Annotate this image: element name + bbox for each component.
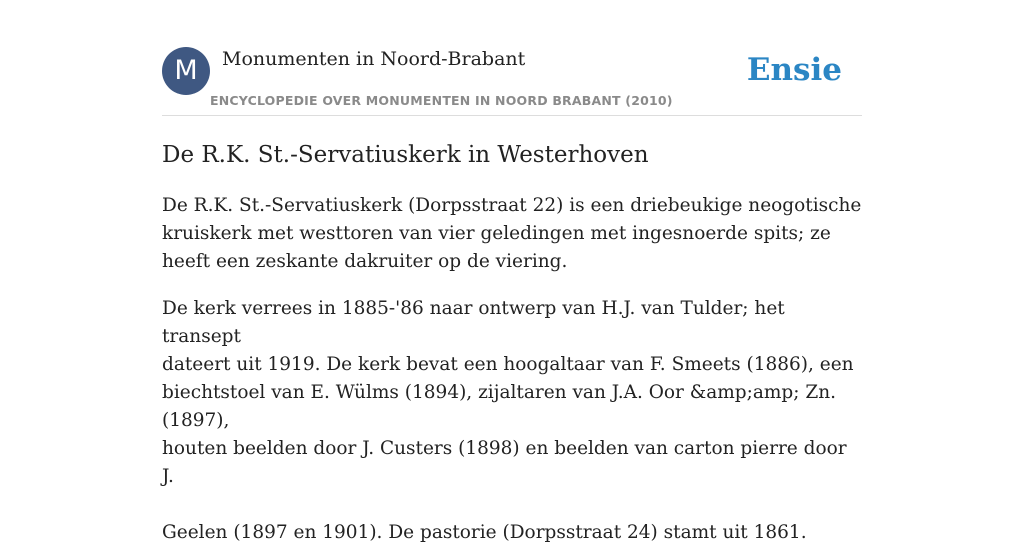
paragraph-2-line-4: houten beelden door J. Custers (1898) en beelden van carton pierre door J. (162, 438, 847, 487)
article-title: De R.K. St.-Servatiuskerk in Westerhoven (162, 142, 649, 168)
article-paragraph-2 (162, 295, 862, 547)
paragraph-2-line-1: De kerk verrees in 1885-'86 naar ontwerp van H.J. van Tulder; het transept (162, 298, 785, 347)
paragraph-2-line-3: biechtstoel van E. Wülms (1894), zijaltaren van J.A. Oor &amp;amp; Zn. (1897), (162, 382, 837, 431)
article (162, 140, 862, 547)
source-avatar[interactable]: M (162, 47, 210, 95)
paragraph-2-line-6: Geelen (1897 en 1901). De pastorie (Dorpsstraat 24) stamt uit 1861. (162, 522, 807, 543)
source-title-link[interactable]: Monumenten in Noord-Brabant (222, 48, 526, 70)
source-header (162, 46, 862, 116)
source-subtitle: ENCYCLOPEDIE OVER MONUMENTEN IN NOORD BRABANT (2010) (210, 93, 673, 108)
paragraph-2-line-2: dateert uit 1919. De kerk bevat een hoogaltaar van F. Smeets (1886), een (162, 354, 854, 375)
article-paragraph-1: De R.K. St.-Servatiuskerk (Dorpsstraat 22) is een driebeukige neogotische kruiskerk met westtoren van vier geledingen met ingesnoerde spits; ze heeft een zeskante dakruiter op de viering. (162, 195, 862, 272)
ensie-logo[interactable]: Ensie (746, 52, 842, 88)
